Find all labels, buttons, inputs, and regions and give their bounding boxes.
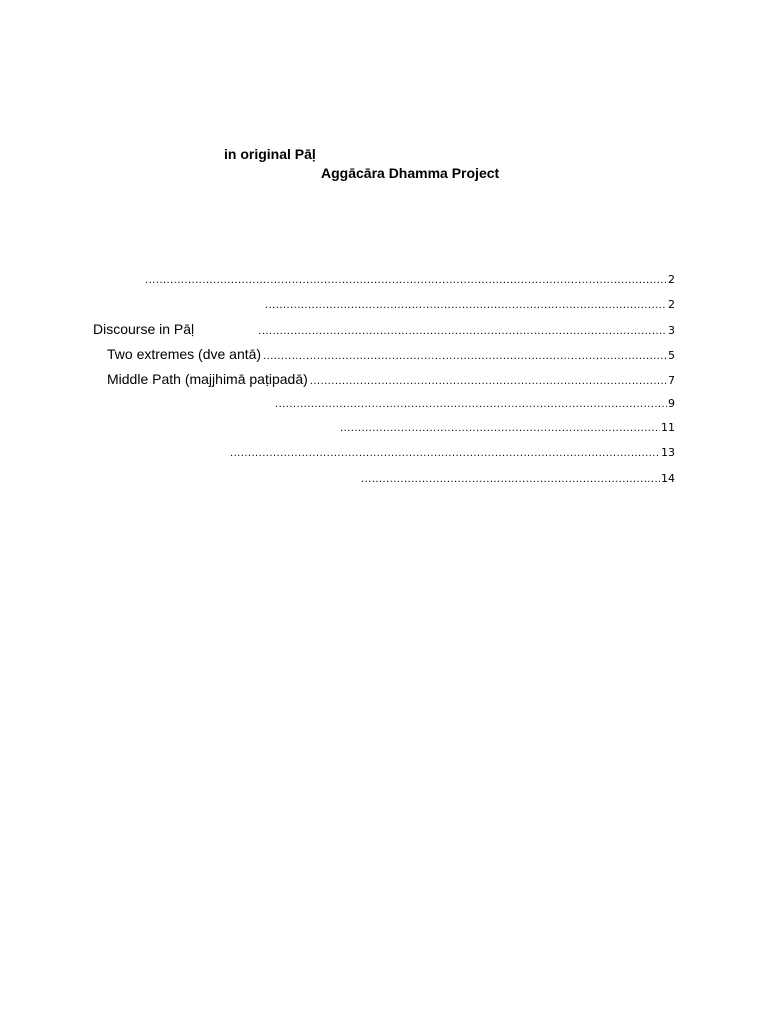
toc-dot-leader [263,349,667,365]
toc-dot-leader [265,298,667,314]
toc-entry[interactable] [143,272,675,288]
toc-page-number: 7 [668,374,675,387]
toc-page-number: 2 [668,273,675,286]
toc-entry-title: Discourse in Pāḷ [93,321,195,337]
document-title-line-1: in original Pāḷ [224,146,316,162]
toc-entry-title: Middle Path (majjhimā paṭipadā) [107,371,308,387]
toc-entry[interactable] [93,321,675,337]
toc-page-number: 14 [661,472,675,485]
toc-entry-title: Two extremes (dve antā) [107,346,262,362]
toc-page-number: 11 [661,421,675,434]
toc-entry[interactable] [273,396,675,412]
toc-dot-leader [310,374,667,390]
toc-dot-leader [361,472,660,488]
document-title-line-2: Aggācāra Dhamma Project [321,165,500,181]
toc-dot-leader [230,446,660,462]
toc-dot-leader [275,397,667,413]
toc-dot-leader [145,273,667,289]
toc-dot-leader [340,421,660,437]
toc-page-number: 5 [668,349,675,362]
toc-entry[interactable] [359,471,675,487]
toc-dot-leader [258,324,667,340]
toc-page-number: 2 [668,298,675,311]
toc-entry[interactable] [107,346,675,362]
toc-page-number: 9 [668,397,675,410]
toc-entry[interactable] [338,420,675,436]
toc-entry[interactable] [228,445,675,461]
toc-entry[interactable] [263,297,675,313]
toc-entry[interactable] [107,371,675,387]
toc-page-number: 13 [661,446,675,459]
toc-page-number: 3 [668,324,675,337]
